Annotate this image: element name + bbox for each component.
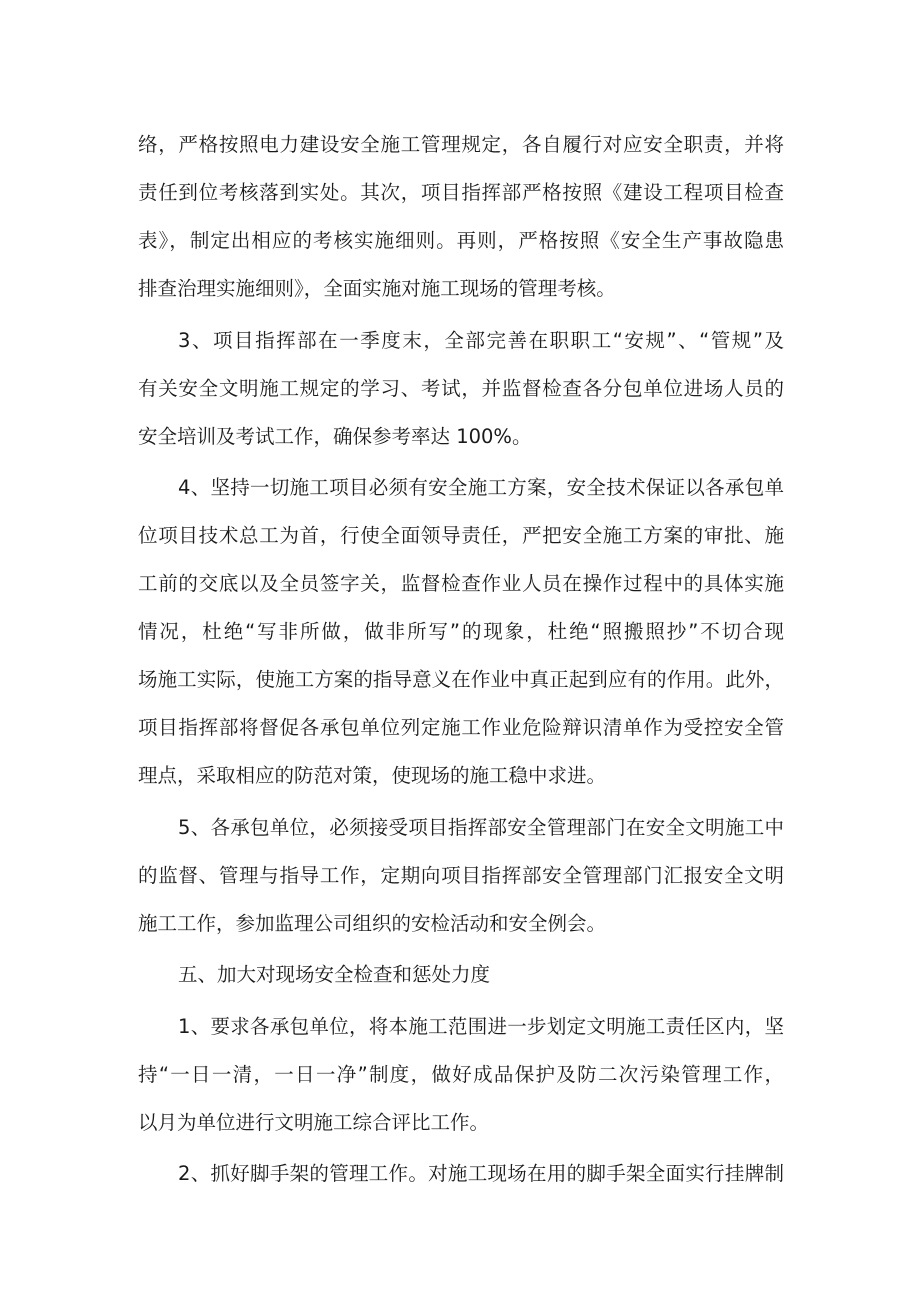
text-line: 项目指挥部将督促各承包单位列定施工作业危险辩识清单作为受控安全管 xyxy=(138,716,784,739)
text-line: 场施工实际，使施工方案的指导意义在作业中真正起到应有的作用。此外， xyxy=(138,668,784,691)
paragraph xyxy=(138,804,784,948)
text-line: 施工工作，参加监理公司组织的安检活动和安全例会。 xyxy=(138,911,607,935)
paragraph xyxy=(138,1150,784,1198)
text-line: 络，严格按照电力建设安全施工管理规定，各自履行对应安全职责，并将 xyxy=(138,133,784,156)
paragraph xyxy=(138,464,784,800)
text-line: 情况，杜绝“写非所做，做非所写”的现象，杜绝“照搬照抄”不切合现 xyxy=(138,620,784,643)
text-line: 5、各承包单位，必须接受项目指挥部安全管理部门在安全文明施工中 xyxy=(178,815,784,839)
text-line: 排查治理实施细则》，全面实施对施工现场的管理考核。 xyxy=(138,277,616,300)
text-line: 以月为单位进行文明施工综合评比工作。 xyxy=(138,1110,490,1134)
text-line: 1、要求各承包单位，将本施工范围进一步划定文明施工责任区内，坚 xyxy=(178,1014,784,1038)
text-line: 安全培训及考试工作，确保参考率达 100%。 xyxy=(138,424,532,448)
document-body xyxy=(138,121,784,1198)
section-heading xyxy=(138,951,784,999)
paragraph xyxy=(138,317,784,461)
text-line: 理点，采取相应的防范对策，使现场的施工稳中求进。 xyxy=(138,764,607,787)
text-line: 工前的交底以及全员签字关，监督检查作业人员在操作过程中的具体实施 xyxy=(138,572,784,595)
text-line: 责任到位考核落到实处。其次，项目指挥部严格按照《建设工程项目检查 xyxy=(138,181,784,204)
text-line: 3、项目指挥部在一季度末，全部完善在职职工“安规”、“管规”及 xyxy=(178,328,784,352)
text-line: 位项目技术总工为首，行使全面领导责任，严把安全施工方案的审批、施 xyxy=(138,524,784,547)
paragraph xyxy=(138,121,784,313)
text-line: 的监督、管理与指导工作，定期向项目指挥部安全管理部门汇报安全文明 xyxy=(138,863,784,887)
text-line: 2、抓好脚手架的管理工作。对施工现场在用的脚手架全面实行挂牌制 xyxy=(178,1162,784,1185)
paragraph xyxy=(138,1003,784,1147)
text-line: 表》，制定出相应的考核实施细则。再则，严格按照《安全生产事故隐患 xyxy=(138,229,784,252)
text-line: 4、坚持一切施工项目必须有安全施工方案，安全技术保证以各承包单 xyxy=(178,476,784,499)
text-line: 有关安全文明施工规定的学习、考试，并监督检查各分包单位进场人员的 xyxy=(138,376,784,400)
text-line: 持“一日一清，一日一净”制度，做好成品保护及防二次污染管理工作， xyxy=(138,1062,784,1086)
heading-text: 五、加大对现场安全检查和惩处力度 xyxy=(178,963,491,986)
